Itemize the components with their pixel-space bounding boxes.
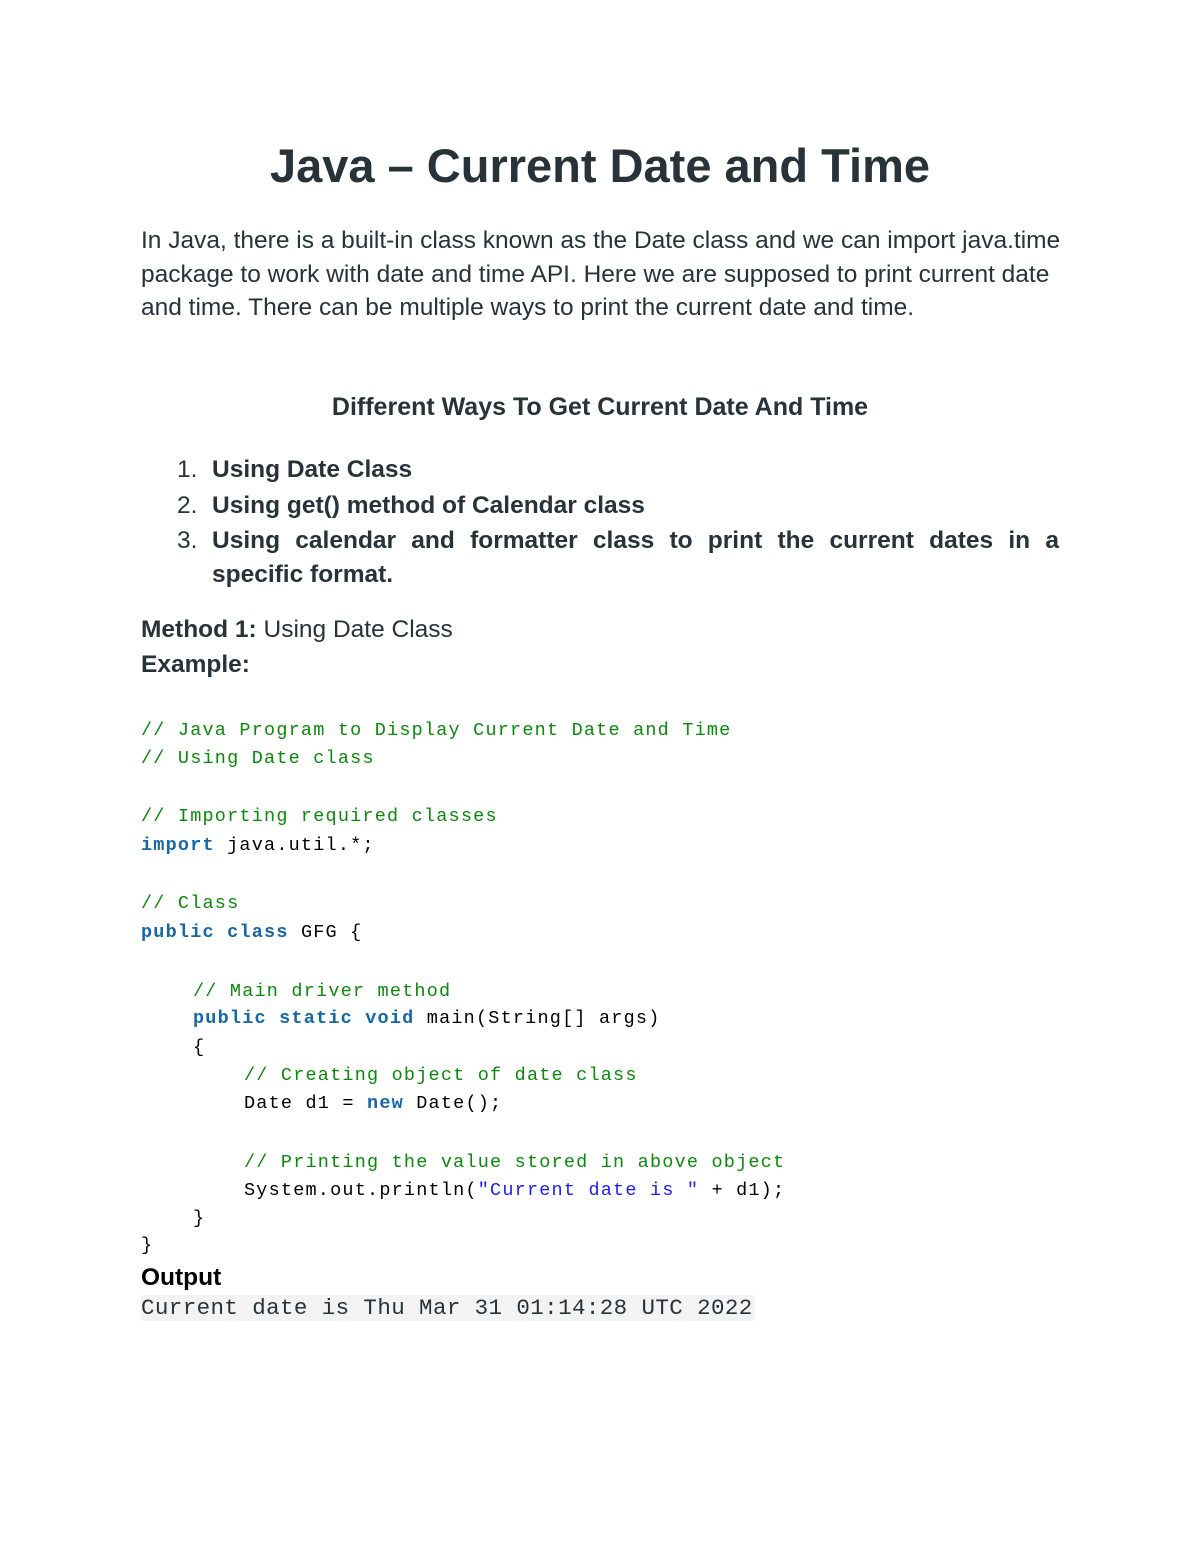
section-heading: Different Ways To Get Current Date And Time	[331, 393, 869, 421]
list-item	[141, 489, 1059, 523]
page-title: Java – Current Date and Time	[270, 139, 930, 192]
code-keyword: class	[227, 922, 289, 943]
list-item-text: Using get() method of Calendar class	[212, 491, 645, 519]
code-comment: // Printing the value stored in above object	[244, 1152, 786, 1173]
list-item	[141, 524, 1059, 592]
code-keyword: public	[193, 1008, 267, 1029]
code-line: Date d1 = new Date();	[244, 1093, 503, 1114]
code-keyword: static	[279, 1008, 353, 1029]
code-line: }	[141, 1235, 154, 1256]
code-keyword: public	[141, 922, 215, 943]
code-line: public static void main(String[] args)	[193, 1008, 661, 1029]
list-item-text: Using calendar and formatter class to print the current dates in a specific format.	[212, 527, 1059, 588]
code-comment: // Java Program to Display Current Date and Time	[141, 720, 732, 741]
output-heading: Output	[141, 1264, 222, 1291]
output-text: Current date is Thu Mar 31 01:14:28 UTC 2022	[141, 1295, 753, 1321]
ways-list	[141, 453, 1059, 594]
list-number: 3.	[177, 527, 198, 554]
method-label: Method 1:	[141, 616, 257, 643]
code-line: public class GFG {	[141, 922, 363, 943]
code-keyword: new	[367, 1093, 404, 1114]
list-item	[141, 453, 1059, 487]
code-keyword: import	[141, 835, 215, 856]
code-comment: // Importing required classes	[141, 806, 498, 827]
example-label: Example:	[141, 651, 250, 678]
code-line: import java.util.*;	[141, 835, 375, 856]
intro-paragraph: In Java, there is a built-in class known as the Date class and we can import java.time package to work with date and time API. Here we are supposed to print current date and time. There can be multiple ways to print the current date and time.	[141, 227, 1061, 322]
list-number: 2.	[177, 491, 198, 519]
method-text: Using Date Class	[256, 616, 453, 643]
code-line: {	[193, 1037, 206, 1058]
code-comment: // Main driver method	[193, 981, 452, 1002]
code-line: }	[193, 1208, 206, 1229]
code-comment: // Using Date class	[141, 748, 375, 769]
list-number: 1.	[177, 456, 198, 483]
list-item-text: Using Date Class	[212, 456, 413, 483]
code-string: "Current date is "	[477, 1180, 700, 1201]
code-keyword: void	[365, 1008, 415, 1029]
method-heading	[141, 616, 453, 644]
code-line: System.out.println("Current date is " + d1);	[244, 1180, 786, 1201]
code-comment: // Class	[141, 893, 240, 914]
code-comment: // Creating object of date class	[244, 1065, 638, 1086]
